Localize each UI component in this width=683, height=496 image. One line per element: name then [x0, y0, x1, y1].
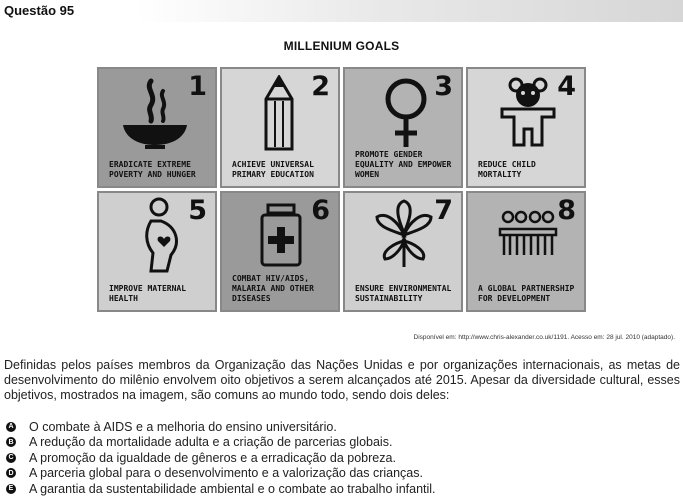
female-symbol-icon — [381, 77, 431, 151]
header-band — [0, 0, 683, 22]
pregnant-woman-icon — [137, 195, 187, 275]
plant-icon — [371, 197, 437, 271]
option-text: A parceria global para o desenvolvimento e a valorização das crianças. — [29, 466, 423, 481]
goal-label: ERADICATE EXTREME POVERTY AND HUNGER — [109, 160, 196, 179]
goal-tile-4 — [466, 67, 586, 188]
goal-label: IMPROVE MATERNAL HEALTH — [109, 284, 187, 303]
option-a[interactable] — [4, 419, 674, 435]
goal-tile-5 — [97, 191, 217, 312]
option-letter: C — [6, 453, 16, 463]
goal-label: PROMOTE GENDER EQUALITY AND EMPOWER WOMEN — [355, 150, 452, 179]
goal-label: ENSURE ENVIRONMENTAL SUSTAINABILITY — [355, 284, 452, 303]
figure-title: MILLENIUM GOALS — [283, 39, 400, 53]
option-c[interactable] — [4, 450, 674, 466]
goal-tile-2 — [220, 67, 340, 188]
option-d[interactable] — [4, 466, 674, 482]
goal-label: REDUCE CHILD MORTALITY — [478, 160, 536, 179]
medicine-jar-icon — [258, 203, 304, 269]
figure-source: Disponível em: http://www.chris-alexander.co.uk/1191. Acesso em: 28 jul. 2010 (adaptado). — [413, 334, 675, 341]
answer-options — [4, 419, 674, 496]
goal-number: 6 — [311, 195, 330, 226]
goal-number: 7 — [434, 195, 453, 226]
option-text: A redução da mortalidade adulta e a criação de parcerias globais. — [29, 435, 393, 450]
question-number: Questão 95 — [4, 3, 75, 18]
goal-label: COMBAT HIV/AIDS, MALARIA AND OTHER DISEASES — [232, 274, 314, 303]
goal-tile-8 — [466, 191, 586, 312]
option-text: O combate à AIDS e a melhoria do ensino universitário. — [29, 419, 337, 434]
group-of-people-icon — [498, 209, 558, 259]
goal-number: 2 — [311, 71, 330, 102]
question-text: Definidas pelos países membros da Organização das Nações Unidas e por organizações internacionais, as metas de desenvolvimento do milênio envolvem oito objetivos a serem alcançados até 2015. Apesar da diversidade cultural, esses objetivos, mostrados na imagem, são comuns ao mundo todo, sendo dois deles: — [4, 358, 680, 402]
option-text: A garantia da sustentabilidade ambiental e o combate ao trabalho infantil. — [29, 481, 436, 496]
millennium-goals-grid — [97, 67, 589, 313]
goal-tile-6 — [220, 191, 340, 312]
goal-label: ACHIEVE UNIVERSAL PRIMARY EDUCATION — [232, 160, 314, 179]
option-text: A promoção da igualdade de gêneros e a erradicação da pobreza. — [29, 450, 396, 465]
option-letter: E — [6, 484, 16, 494]
goal-label: A GLOBAL PARTNERSHIP FOR DEVELOPMENT — [478, 284, 575, 303]
option-letter: B — [6, 437, 16, 447]
option-letter: D — [6, 468, 16, 478]
goal-number: 3 — [434, 71, 453, 102]
option-e[interactable] — [4, 481, 674, 496]
option-letter: A — [6, 422, 16, 432]
goal-tile-3 — [343, 67, 463, 188]
option-b[interactable] — [4, 435, 674, 451]
pencil-icon — [262, 75, 296, 153]
goal-number: 5 — [188, 195, 207, 226]
goal-tile-1 — [97, 67, 217, 188]
steaming-bowl-icon — [119, 75, 191, 153]
goal-number: 1 — [188, 71, 207, 102]
goal-tile-7 — [343, 191, 463, 312]
goal-number: 8 — [557, 195, 576, 226]
goal-number: 4 — [557, 71, 576, 102]
teddy-bear-icon — [496, 75, 560, 151]
